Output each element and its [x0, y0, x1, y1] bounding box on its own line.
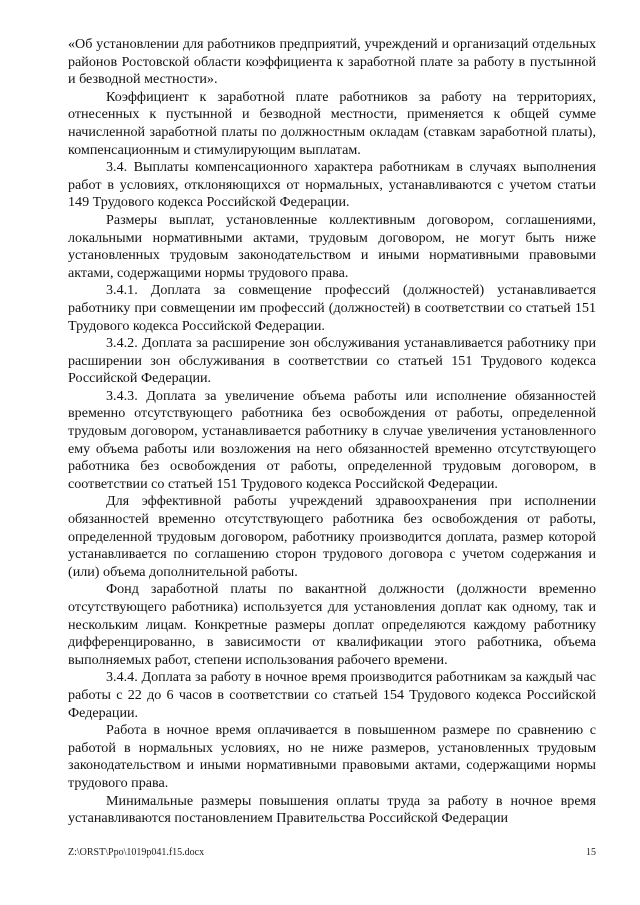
paragraph: Минимальные размеры повышения оплаты труда за работу в ночное время устанавливаются постановлением Правительства Российской Федерации — [68, 792, 596, 827]
paragraph: 3.4.3. Доплата за увеличение объема работы или исполнение обязанностей временно отсутствующего работника без освобождения от работы, определенной трудовым договором, устанавливается работнику в случае увеличения установленного ему объема работы или возложения на него обязанностей временно отсутствующего работника без освобождения от работы, определенной трудовым договором, в соответствии со статьей 151 Трудового кодекса Российской Федерации. — [68, 387, 596, 492]
page-number: 15 — [586, 847, 596, 858]
paragraph: Работа в ночное время оплачивается в повышенном размере по сравнению с работой в нормальных условиях, но не ниже размеров, установленных трудовым законодательством и иными нормативными правовыми актами, содержащими нормы трудового права. — [68, 722, 596, 791]
paragraph: Для эффективной работы учреждений здравоохранения при исполнении обязанностей временно отсутствующего работника без освобождения от работы, определенной трудовым договором, работнику производится доплата, размер которой устанавливается по соглашению сторон трудового договора с учетом содержания и (или) объема дополнительной работы. — [68, 493, 596, 580]
paragraph: 3.4.2. Доплата за расширение зон обслуживания устанавливается работнику при расширении зон обслуживания в соответствии со статьей 151 Трудового кодекса Российской Федерации. — [68, 335, 596, 387]
footer-file-path: Z:\ORST\Ppo\1019p041.f15.docx — [68, 847, 205, 858]
document-body — [68, 36, 596, 828]
page-footer — [68, 847, 596, 859]
paragraph: «Об установлении для работников предприятий, учреждений и организаций отдельных районов Ростовской области коэффициента к заработной плате за работу в пустынной и безводной местности». — [68, 36, 596, 88]
paragraph: Фонд заработной платы по вакантной должности (должности временно отсутствующего работника) используется для установления доплат как одному, так и нескольким лицам. Конкретные размеры доплат определяются каждому работнику дифференцированно, в зависимости от квалификации этого работника, объема выполняемых работ, степени использования рабочего времени. — [68, 581, 596, 668]
paragraph: 3.4.4. Доплата за работу в ночное время производится работникам за каждый час работы с 22 до 6 часов в соответствии со статьей 154 Трудового кодекса Российской Федерации. — [68, 669, 596, 721]
paragraph: Коэффициент к заработной плате работников за работу на территориях, отнесенных к пустынной и безводной местности, применяется к общей сумме начисленной заработной платы по должностным окладам (ставкам заработной платы), компенсационным и стимулирующим выплатам. — [68, 88, 596, 158]
paragraph: Размеры выплат, установленные коллективным договором, соглашениями, локальными нормативными актами, трудовым договором, не могут быть ниже установленных трудовым законодательством и иными нормативными правовыми актами, содержащими нормы трудового права. — [68, 211, 596, 281]
paragraph: 3.4.1. Доплата за совмещение профессий (должностей) устанавливается работнику при совмещении им профессий (должностей) в соответствии со статьей 151 Трудового кодекса Российской Федерации. — [68, 282, 596, 334]
paragraph: 3.4. Выплаты компенсационного характера работникам в случаях выполнения работ в условиях, отклоняющихся от нормальных, устанавливаются с учетом статьи 149 Трудового кодекса Российской Федерации. — [68, 159, 596, 211]
